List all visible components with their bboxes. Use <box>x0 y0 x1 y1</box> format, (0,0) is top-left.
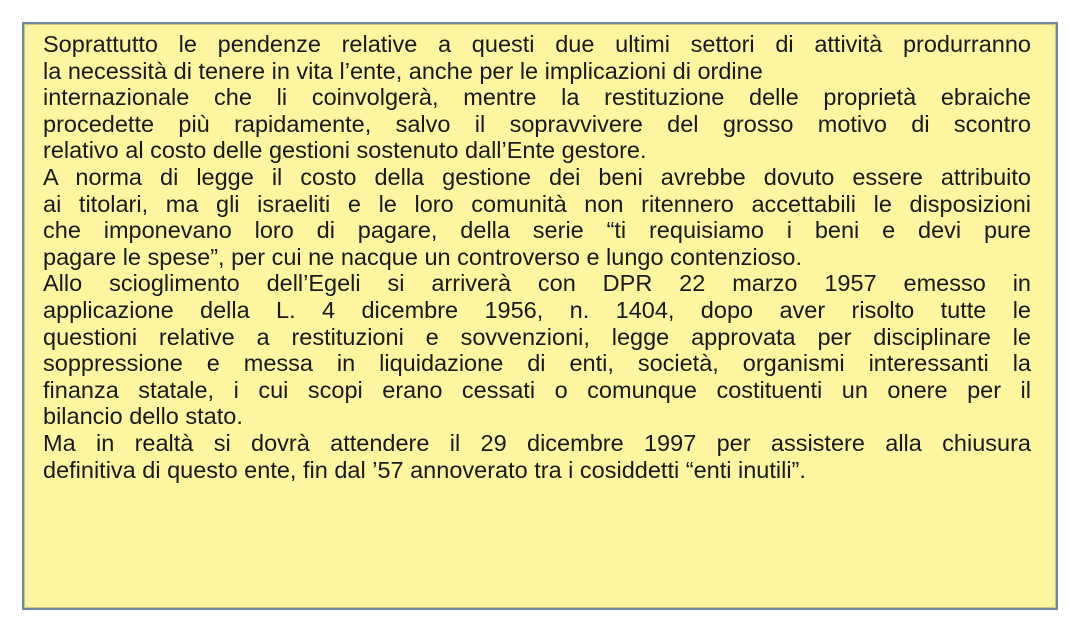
text-line: definitiva di questo ente, fin dal ’57 annoverato tra i cosiddetti “enti inutili”. <box>43 456 806 483</box>
text-line: finanza statale, i cui scopi erano cessati o comunque costituenti un onere per il <box>43 376 1031 403</box>
paragraph-4 <box>43 430 1031 483</box>
text-line: A norma di legge il costo della gestione dei beni avrebbe dovuto essere attribuito <box>43 163 1031 190</box>
text-line: che imponevano loro di pagare, della serie “ti requisiamo i beni e devi pure <box>43 217 1031 244</box>
text-line: Allo scioglimento dell’Egeli si arriverà con DPR 22 marzo 1957 emesso in <box>43 270 1031 297</box>
text-line: la necessità di tenere in vita l’ente, anche per le implicazioni di ordine <box>43 57 763 84</box>
text-line: internazionale che li coinvolgerà, mentre la restituzione delle proprietà ebraiche <box>43 84 1031 111</box>
text-line: questioni relative a restituzioni e sovvenzioni, legge approvata per disciplinare le <box>43 323 1031 350</box>
paragraph-3 <box>43 270 1031 430</box>
document-text <box>43 31 1031 483</box>
text-line: ai titolari, ma gli israeliti e le loro comunità non ritennero accettabili le disposizioni <box>43 190 1031 217</box>
paragraph-1 <box>43 31 1031 164</box>
text-line: pagare le spese”, per cui ne nacque un controverso e lungo contenzioso. <box>43 243 803 270</box>
text-line: applicazione della L. 4 dicembre 1956, n. 1404, dopo aver risolto tutte le <box>43 296 1031 323</box>
text-line: bilancio dello stato. <box>43 403 243 430</box>
text-line: Ma in realtà si dovrà attendere il 29 dicembre 1997 per assistere alla chiusura <box>43 429 1031 456</box>
text-line: procedette più rapidamente, salvo il sopravvivere del grosso motivo di scontro <box>43 110 1031 137</box>
text-line: relativo al costo delle gestioni sostenuto dall’Ente gestore. <box>43 137 647 164</box>
paragraph-2 <box>43 164 1031 270</box>
text-line: soppressione e messa in liquidazione di enti, società, organismi interessanti la <box>43 350 1031 377</box>
text-line: Soprattutto le pendenze relative a questi due ultimi settori di attività produrranno <box>43 31 1031 57</box>
